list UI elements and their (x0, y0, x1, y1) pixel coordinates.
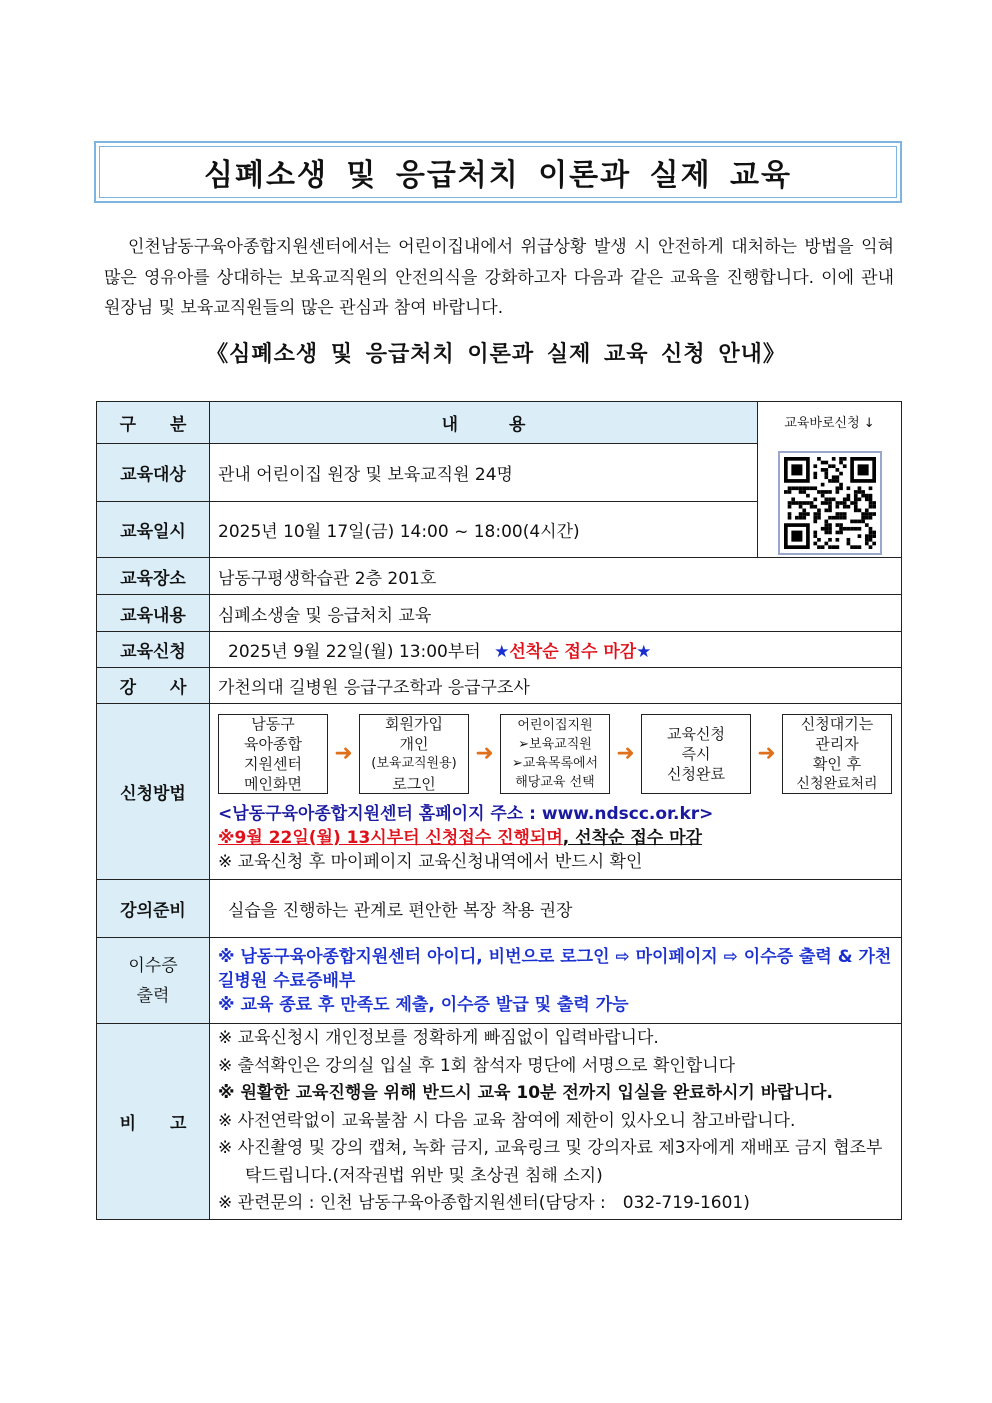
remark-item: ※ 교육신청시 개인정보를 정확하게 빠짐없이 입력바랍니다. (218, 1028, 659, 1049)
remark-item: ※ 사진촬영 및 강의 캡쳐, 녹화 금지, 교육링크 및 강의자료 제3자에게 재배포 금지 협조부탁드립니다.(저작권법 위반 및 초상권 침해 소지) (218, 1138, 883, 1186)
qr-code-icon (784, 457, 876, 549)
page-title: 심폐소생 및 응급처치 이론과 실제 교육 (99, 146, 897, 198)
notice-check: ※ 교육신청 후 마이페이지 교육신청내역에서 반드시 확인 (218, 851, 643, 872)
apply-date: 2025년 9월 22일(월) 13:00부터 (228, 642, 481, 662)
row-label-apply: 교육신청 (97, 632, 210, 668)
arrow-right-icon: ➜ (616, 741, 635, 766)
table-row (97, 880, 902, 938)
cert-line-2: ※ 교육 종료 후 만족도 제출, 이수증 발급 및 출력 가능 (218, 994, 629, 1015)
step-2: 회원가입 개인 (보육교직원용) 로그인 (359, 714, 469, 794)
arrow-right-icon: ➜ (757, 741, 776, 766)
notice-deadline: , 선착순 접수 마감 (562, 827, 702, 848)
row-label-cert: 이수증 출력 (97, 938, 210, 1024)
row-label-instructor: 강 사 (97, 668, 210, 704)
subtitle: 《심폐소생 및 응급처치 이론과 실제 교육 신청 안내》 (206, 342, 786, 367)
step-3: 어린이집지원 ➢보육교직원 ➢교육목록에서 해당교육 선택 (500, 714, 610, 794)
qr-cell (758, 402, 902, 558)
star-icon: ★ (636, 642, 652, 662)
remark-item: ※ 출석확인은 강의실 입실 후 1회 참석자 명단에 서명으로 확인합니다 (218, 1055, 736, 1076)
title-box (94, 141, 902, 203)
table-row (97, 668, 902, 704)
remark-item: ※ 사전연락없이 교육불참 시 다음 교육 참여에 제한이 있사오니 참고바랍니다. (218, 1110, 796, 1131)
application-steps (218, 714, 893, 794)
remark-item: ※ 관련문의 : 인천 남동구육아종합지원센터(담당자 : 032-719-1601) (218, 1193, 750, 1214)
homepage-link[interactable]: <남동구육아종합지원센터 홈페이지 주소 : www.ndscc.or.kr> (218, 803, 714, 824)
table-row (97, 632, 902, 668)
step-5: 신청대기는 관리자 확인 후 신청완료처리 (782, 714, 892, 794)
row-label-prep: 강의준비 (97, 880, 210, 938)
row-value-apply (210, 632, 902, 668)
cert-line-1: ※ 남동구육아종합지원센터 아이디, 비번으로 로그인 ⇨ 마이페이지 ⇨ 이수증 출력 & 가천길병원 수료증배부 (218, 946, 892, 991)
table-row (97, 595, 902, 632)
table-row (97, 558, 902, 595)
table-row (97, 704, 902, 880)
table-row (97, 938, 902, 1024)
apply-deadline: 선착순 접수 마감 (509, 642, 637, 662)
intro-paragraph: 인천남동구육아종합지원센터에서는 어린이집내에서 위급상황 발생 시 안전하게 대처하는 방법을 익혀 많은 영유아를 상대하는 보육교직원의 안전의식을 강화하고자 다음과 같은 교육을 진행합니다. 이에 관내 원장님 및 보육교직원들의 많은 관심과 참여 바랍니다. (104, 237, 894, 318)
info-table (96, 401, 902, 1220)
qr-label: 교육바로신청 ↓ (784, 416, 875, 431)
row-label-remark: 비 고 (97, 1024, 210, 1220)
table-row (97, 1024, 902, 1220)
row-value-target: 관내 어린이집 원장 및 보육교직원 24명 (210, 444, 758, 502)
header-content: 내 용 (210, 402, 758, 444)
row-label-place: 교육장소 (97, 558, 210, 595)
step-4: 교육신청 즉시 신청완료 (641, 714, 751, 794)
notice-red: ※9월 22일(월) 13시부터 신청접수 진행되며 (218, 827, 563, 848)
row-label-date: 교육일시 (97, 502, 210, 558)
row-value-method (210, 704, 902, 880)
arrow-right-icon: ➜ (475, 741, 494, 766)
row-value-instructor: 가천의대 길병원 응급구조학과 응급구조사 (210, 668, 902, 704)
qr-code[interactable] (778, 451, 882, 555)
remark-item: ※ 원활한 교육진행을 위해 반드시 교육 10분 전까지 입실을 완료하시기 바랍니다. (218, 1083, 833, 1104)
row-value-cert (210, 938, 902, 1024)
row-value-content: 심폐소생술 및 응급처치 교육 (210, 595, 902, 632)
row-label-content: 교육내용 (97, 595, 210, 632)
header-category: 구 분 (97, 402, 210, 444)
table-header-row (97, 402, 902, 444)
step-1: 남동구 육아종합 지원센터 메인화면 (218, 714, 328, 794)
row-value-place: 남동구평생학습관 2층 201호 (210, 558, 902, 595)
star-icon: ★ (494, 642, 510, 662)
row-label-target: 교육대상 (97, 444, 210, 502)
row-value-prep: 실습을 진행하는 관계로 편안한 복장 착용 권장 (210, 880, 902, 938)
row-value-remark (210, 1024, 902, 1220)
row-value-date: 2025년 10월 17일(금) 14:00 ~ 18:00(4시간) (210, 502, 758, 558)
row-label-method: 신청방법 (97, 704, 210, 880)
arrow-right-icon: ➜ (334, 741, 353, 766)
